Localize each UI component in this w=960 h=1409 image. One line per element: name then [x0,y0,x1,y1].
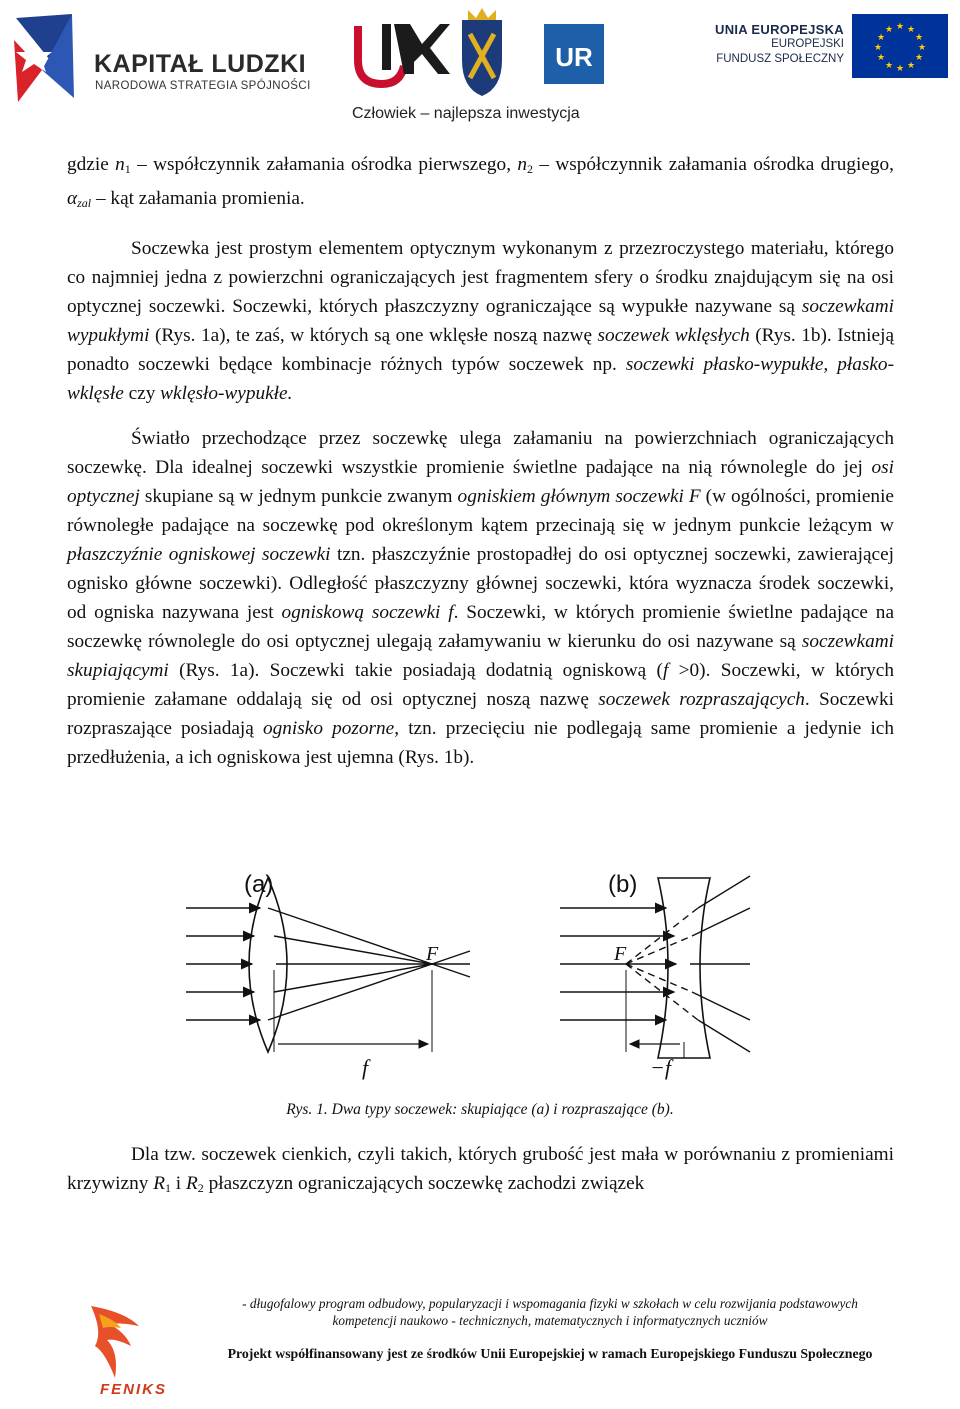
text-run: – kąt załamania promienia. [91,188,305,209]
subscript: 1 [164,1181,171,1195]
text-run: Dla tzw. soczewek cienkich, czyli takich, których grubość jest mała w porównaniu z promieniami krzywizny [67,1144,894,1194]
footer-cofinancing: Projekt współfinansowany jest ze środków Unii Europejskiej w ramach Europejskiego Funduszu Społecznego [227,1346,873,1361]
text-run: . Soczewki rozpraszające posiadają [67,689,894,739]
paragraph-thin-lens [67,1140,894,1203]
subscript: 2 [527,162,533,176]
text-run: skupiane są w jednym punkcie zwanym [139,486,458,507]
page-header [0,0,960,135]
italic-term: ognisko pozorne [262,718,395,739]
svg-text:★: ★ [895,22,905,32]
italic-term: soczewek wklęsłych [597,325,750,346]
svg-text:★: ★ [876,53,886,63]
text-run: (Rys. 1a). Soczewki takie posiadają dodatnią ogniskową ( [168,660,663,681]
eu-line-3: FUNDUSZ SPOŁECZNY [716,53,844,65]
svg-text:★: ★ [895,64,905,74]
header-slogan: Człowiek – najlepsza inwestycja [352,105,580,122]
text-run: gdzie [67,154,116,175]
italic-term: płaszczyźnie ogniskowej soczewki [67,544,331,565]
focal-length-label-b: −f [650,1055,671,1080]
feniks-flame-icon [85,1302,155,1382]
convex-lens-shape [249,878,287,1052]
italic-term: soczewki płasko-wypukłe, płasko-wklęsłe [67,354,894,404]
eu-line-2: EUROPEJSKI [771,38,844,50]
kapital-ludzki-star-icon [12,10,84,105]
subscript: zal [77,196,92,210]
text-run: tzn. płaszczyźnie prostopadłej do osi optycznej soczewki, zawierającej ognisko główne soczewki). Odległość płaszczyzny głównej soczewki, która wyznacza środek soczewki, od ogniska nazywana jest [67,544,895,623]
eu-line-1: UNIA EUROPEJSKA [715,22,844,37]
text-run: – współczynnik załamania ośrodka pierwszego, [130,154,518,175]
svg-text:UR: UR [555,42,593,72]
svg-text:★: ★ [884,25,894,35]
text-run: Światło przechodzące przez soczewkę ulega załamaniu na powierzchniach ograniczających soczewkę. Dla idealnej soczewki wszystkie promienie świetlne padające na nią równolegle do jej [67,428,894,478]
italic-term: soczewkami skupiającymi [67,631,894,681]
symbol-n: n [115,154,125,175]
svg-text:★: ★ [873,43,883,53]
paragraph-focus-description [67,424,894,772]
italic-term: ogniskiem głównym soczewki F [457,486,701,507]
text-run: (Rys. 1a), te zaś, w których są one wklęsłe noszą nazwę [149,325,598,346]
text-run: czy [123,383,161,404]
paragraph-lens-definition [67,234,894,408]
svg-text:★: ★ [876,33,886,43]
symbol-n: n [517,154,527,175]
text-run: i [170,1173,186,1194]
text-run: płaszczyzn ograniczających soczewkę zachodzi związek [203,1173,645,1194]
svg-text:★: ★ [884,61,894,71]
svg-text:★: ★ [917,43,927,53]
page-footer [0,1282,960,1409]
footer-program-line-1: - długofalowy program odbudowy, popularyzacji i wspomagania fizyki w szkołach w celu rozwijania podstawowych [242,1296,858,1311]
kapital-ludzki-logo [12,10,311,105]
italic-term: ogniskową soczewki f [281,602,454,623]
lens-figure [170,862,790,1087]
text-run: (Rys. 1b). Istnieją ponadto soczewki będące kombinacje różnych typów soczewek np. [67,325,895,375]
paragraph-refraction-variables [67,150,894,218]
main-content [67,150,894,772]
eu-fund-text [715,22,844,67]
thin-lens-intro [67,1140,894,1203]
svg-text:★: ★ [906,25,916,35]
subscript: 2 [197,1181,204,1195]
text-run: . Soczewki, w których promienie świetlne padające na soczewkę równolegle do osi optycznej ulegają załamywaniu w kierunku do osi nazywane są [67,602,894,652]
figure-label-b: (b) [608,871,638,898]
converging-lens-diagram [186,871,470,1080]
figure-caption: Rys. 1. Dwa typy soczewek: skupiające (a) i rozpraszające (b). [286,1101,674,1118]
focus-label-a: F [426,943,439,965]
text-run: Soczewka jest prostym elementem optycznym wykonanym z przezroczystego materiału, którego co najmniej jedna z powierzchni ograniczających jest fragmentem sfery o środku znajdującym się na osi optycznej soczewki. Soczewki, których płaszczyzny ograniczające są wypukłe nazywane są [67,238,894,317]
svg-text:★: ★ [906,61,916,71]
text-run: , tzn. przecięciu nie podlegają same promienie a jedynie ich przedłużenia, a ich ogniskowa jest ujemna (Rys. 1b). [67,718,895,768]
symbol-r: R [153,1173,165,1194]
italic-term: soczewek rozpraszających [598,689,805,710]
italic-term: osi optycznej [67,457,894,507]
feniks-brand: FENIKS [100,1381,168,1398]
figure-label-a: (a) [244,871,274,898]
diverging-lens-diagram [560,871,750,1080]
eu-flag-icon [852,14,948,78]
italic-term: wklęsło-wypukłe. [160,383,293,404]
text-run: (w ogólności, promienie równoległe padające na soczewkę pod określonym kątem przecinają się w jednym punkcie leżącym w [67,486,894,536]
italic-term: f [662,660,669,681]
text-run: >0). Soczewki, w których promienie załamane oddalają się od osi optycznej noszą nazwę [67,660,895,710]
university-logos-icon [352,4,612,99]
symbol-r: R [185,1173,198,1194]
symbol-alpha: α [67,188,78,209]
focal-length-label-a: f [362,1055,369,1080]
kapital-ludzki-title: KAPITAŁ LUDZKI [94,50,307,78]
subscript: 1 [124,162,131,176]
focus-label-b: F [614,943,627,965]
text-run: – współczynnik załamania ośrodka drugiego, [533,154,894,175]
svg-text:★: ★ [914,33,924,43]
kapital-ludzki-subtitle: NARODOWA STRATEGIA SPÓJNOŚCI [95,80,311,92]
svg-text:★: ★ [914,53,924,63]
footer-program-line-2: kompetencji naukowo - technicznych, matematycznych i informatycznych uczniów [332,1313,768,1328]
italic-term: soczewkami wypukłymi [67,296,894,346]
eu-fund-logo [700,14,956,84]
